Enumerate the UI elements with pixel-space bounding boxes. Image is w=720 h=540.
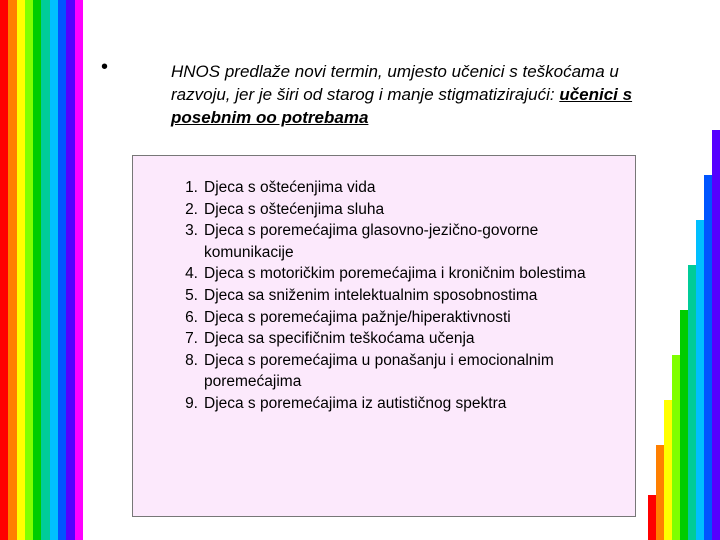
list-item: 1. Djeca s oštećenjima vida [185, 179, 376, 196]
stripe [0, 0, 8, 540]
list-item: 9. Djeca s poremećajima iz autističnog spektra [185, 394, 507, 412]
stripe [66, 0, 74, 540]
list-item: 3. Djeca s poremećajima glasovno-jezično-govorne komunikacije [185, 222, 539, 261]
stripe [8, 0, 16, 540]
stripe [648, 495, 656, 540]
stripe [33, 0, 41, 540]
numbered-list [168, 177, 628, 415]
stripe [75, 0, 83, 540]
bullet-point: • [101, 56, 109, 78]
stripe [664, 400, 672, 540]
stripe [688, 265, 696, 540]
stripe [712, 130, 720, 540]
list-item: 7. Djeca sa specifičnim teškoćama učenja [185, 330, 475, 348]
list-item: 2. Djeca s oštećenjima sluha [185, 200, 385, 218]
intro-paragraph [171, 60, 646, 129]
stripe [696, 220, 704, 540]
stripe [656, 445, 664, 540]
stripe [58, 0, 66, 540]
stripe [680, 310, 688, 540]
stripe [17, 0, 25, 540]
list-item: 6. Djeca s poremećajima pažnje/hiperaktivnosti [185, 308, 511, 326]
list-item: 4. Djeca s motoričkim poremećajima i kroničnim bolestima [185, 265, 586, 283]
rainbow-stripes-right [648, 0, 720, 540]
stripe [25, 0, 33, 540]
rainbow-stripes-left [0, 0, 83, 540]
intro-emphasis: učenici s posebnim oo potrebama [171, 85, 633, 127]
list-item: 8. Djeca s poremećajima u ponašanju i emocionalnim poremećajima [185, 351, 554, 391]
intro-text: HNOS predlaže novi termin, umjesto učenici s teškoćama u razvoju, jer je širi od starog i manje stigmatizirajući: [171, 62, 619, 104]
stripe [41, 0, 49, 540]
stripe [704, 175, 712, 540]
stripe [672, 355, 680, 540]
stripe [50, 0, 58, 540]
list-item: 5. Djeca sa sniženim intelektualnim sposobnostima [185, 286, 538, 304]
